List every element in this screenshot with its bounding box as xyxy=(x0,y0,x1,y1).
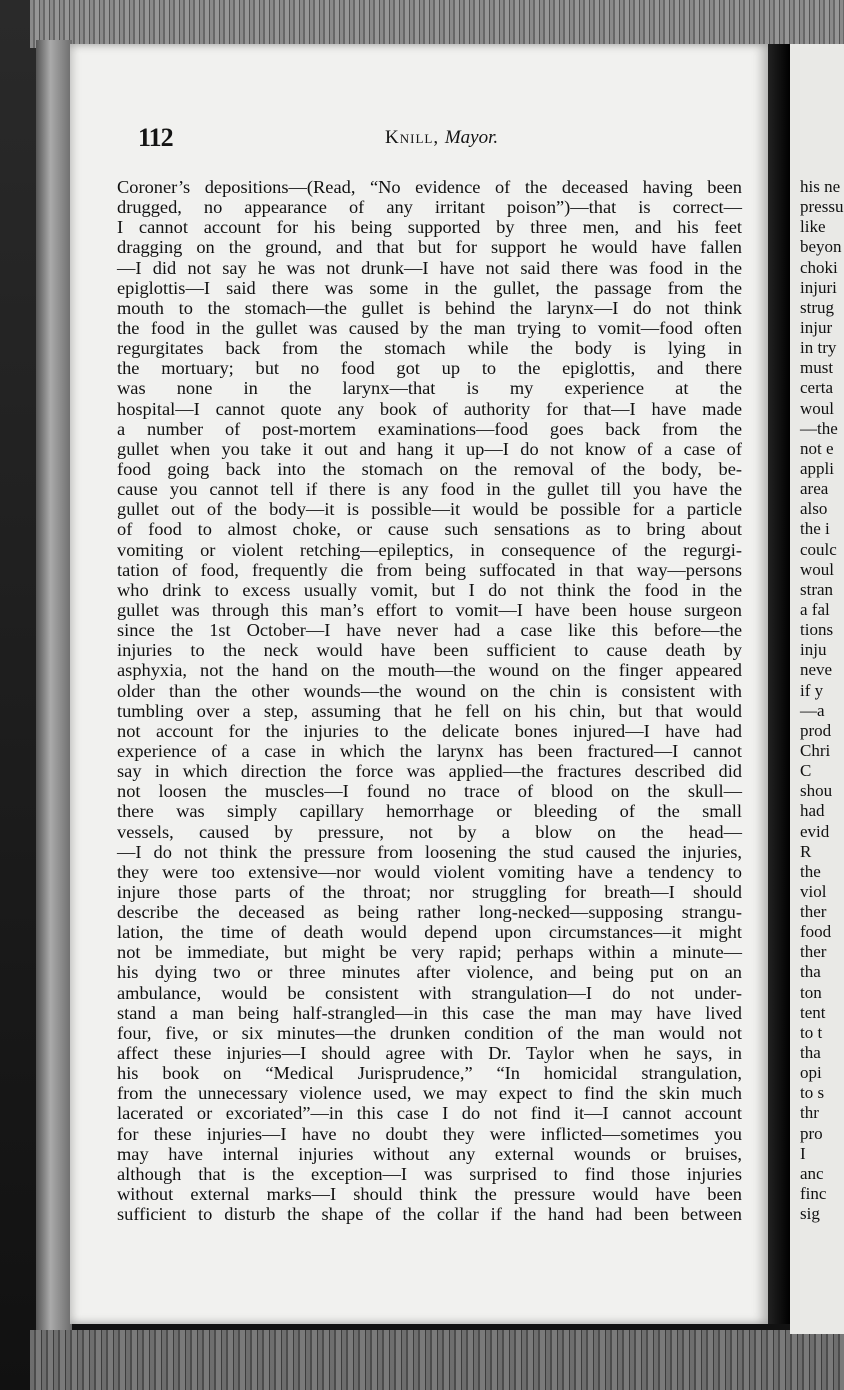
text-line: experience of a case in which the larynx has been fractured—I cannot xyxy=(117,740,742,761)
adjacent-text-fragment: pro xyxy=(800,1123,823,1143)
text-line: four, five, or six minutes—the drunken condition of the man would not xyxy=(117,1022,742,1043)
adjacent-page-text xyxy=(800,177,844,1224)
text-line: regurgitates back from the stomach while the body is lying in xyxy=(117,338,742,359)
text-line: a number of post-mortem examinations—food goes back from the xyxy=(117,418,742,439)
text-line: injuries to the neck would have been sufficient to cause death by xyxy=(117,640,742,661)
text-line: describe the deceased as being rather long-necked—supposing strangu- xyxy=(117,902,742,923)
text-line: not be immediate, but might be very rapid; perhaps within a minute— xyxy=(117,942,742,963)
text-line: was none in the larynx—that is my experience at the xyxy=(117,378,742,399)
adjacent-text-fragment: the i xyxy=(800,519,830,539)
text-line: not account for the injuries to the delicate bones injured—I have had xyxy=(117,720,742,741)
text-line: older than the other wounds—the wound on the chin is consistent with xyxy=(117,680,742,701)
text-line: dragging on the ground, and that but for support he would have fallen xyxy=(117,237,742,258)
text-line: vomiting or violent retching—epileptics, in consequence of the regurgi- xyxy=(117,539,742,560)
adjacent-text-fragment: must xyxy=(800,358,834,378)
text-line: without external marks—I should think the pressure would have been xyxy=(117,1184,742,1205)
text-line: gullet was through this man’s effort to vomit—I have been house surgeon xyxy=(117,599,742,620)
adjacent-text-fragment: evid xyxy=(800,821,830,841)
adjacent-text-fragment: inju xyxy=(800,640,827,660)
adjacent-text-fragment: Chri xyxy=(800,740,831,760)
adjacent-text-fragment: tions xyxy=(800,620,834,640)
adjacent-text-fragment: in try xyxy=(800,338,837,358)
adjacent-text-fragment: woul xyxy=(800,398,834,418)
adjacent-text-fragment: ther xyxy=(800,902,827,922)
text-line: say in which direction the force was applied—the fractures described did xyxy=(117,761,742,782)
adjacent-text-fragment: choki xyxy=(800,257,838,277)
adjacent-text-fragment: —the xyxy=(800,418,838,438)
text-line: hospital—I cannot quote any book of authority for that—I have made xyxy=(117,398,742,419)
text-line: his book on “Medical Jurisprudence,” “In homicidal strangulation, xyxy=(117,1063,742,1084)
text-line: —I did not say he was not drunk—I have not said there was food in the xyxy=(117,257,742,278)
adjacent-text-fragment: ther xyxy=(800,942,827,962)
adjacent-text-fragment: to t xyxy=(800,1022,823,1042)
adjacent-text-fragment: strug xyxy=(800,297,834,317)
text-line: injure those parts of the throat; nor struggling for breath—I should xyxy=(117,881,742,902)
adjacent-text-fragment: like xyxy=(800,217,826,237)
text-line: affect these injuries—I should agree with Dr. Taylor when he says, in xyxy=(117,1043,742,1064)
running-head xyxy=(385,127,498,149)
adjacent-text-fragment: pressu xyxy=(800,197,844,217)
text-line: lacerated or excoriated”—in this case I do not find it—I cannot account xyxy=(117,1103,742,1124)
page-number: 112 xyxy=(138,123,173,152)
adjacent-text-fragment: sig xyxy=(800,1204,820,1224)
text-line: sufficient to disturb the shape of the collar if the hand had been between xyxy=(117,1204,742,1225)
adjacent-text-fragment: prod xyxy=(800,720,832,740)
text-line: tumbling over a step, assuming that he fell on his chin, but that would xyxy=(117,700,742,721)
text-line: asphyxia, not the hand on the mouth—the wound on the finger appeared xyxy=(117,660,742,681)
text-line: may have internal injuries without any external wounds or bruises, xyxy=(117,1143,742,1164)
text-line: stand a man being half-strangled—in this case the man may have lived xyxy=(117,1002,742,1023)
adjacent-text-fragment: to s xyxy=(800,1083,825,1103)
adjacent-text-fragment: injuri xyxy=(800,277,837,297)
adjacent-text-fragment: neve xyxy=(800,660,833,680)
adjacent-text-fragment: his ne xyxy=(800,177,841,196)
adjacent-text-fragment: certa xyxy=(800,378,834,398)
text-line: gullet when you take it out and hang it up—I do not know of a case of xyxy=(117,438,742,459)
adjacent-text-fragment: coulc xyxy=(800,539,837,559)
text-line: food going back into the stomach on the removal of the body, be- xyxy=(117,458,742,479)
text-line: I cannot account for his being supported by three men, and his feet xyxy=(117,217,742,238)
text-line: tation of food, frequently die from being suffocated in that way—persons xyxy=(117,559,742,580)
text-line: there was simply capillary hemorrhage or bleeding of the small xyxy=(117,801,742,822)
adjacent-text-fragment: finc xyxy=(800,1184,827,1204)
adjacent-text-fragment: had xyxy=(800,801,825,821)
adjacent-text-fragment: R xyxy=(800,841,812,861)
adjacent-text-fragment: tha xyxy=(800,962,821,982)
adjacent-text-fragment: the xyxy=(800,861,821,881)
text-line: who drink to excess usually vomit, but I do not think the food in the xyxy=(117,579,742,600)
page-body-text xyxy=(117,177,742,1224)
text-line: they were too extensive—nor would violent vomiting have a tendency to xyxy=(117,861,742,882)
text-line: of food to almost choke, or cause such sensations as to bring about xyxy=(117,519,742,540)
text-line: not loosen the muscles—I found no trace of blood on the skull— xyxy=(117,781,742,802)
adjacent-text-fragment: stran xyxy=(800,579,834,599)
adjacent-text-fragment: not e xyxy=(800,438,834,458)
adjacent-text-fragment: area xyxy=(800,479,829,499)
adjacent-text-fragment: —a xyxy=(800,700,825,720)
text-line: cause you cannot tell if there is any food in the gullet till you have the xyxy=(117,479,742,500)
text-line: vessels, caused by pressure, not by a blow on the head— xyxy=(117,821,742,842)
text-line: although that is the exception—I was surprised to find those injuries xyxy=(117,1163,742,1184)
text-line: mouth to the stomach—the gullet is behind the larynx—I do not think xyxy=(117,297,742,318)
adjacent-text-fragment: appli xyxy=(800,458,834,478)
adjacent-text-fragment: viol xyxy=(800,881,827,901)
scan-bottom-border xyxy=(30,1330,844,1390)
text-line: Coroner’s depositions—(Read, “No evidence of the deceased having been xyxy=(117,177,742,197)
running-head-title: Mayor. xyxy=(444,127,499,148)
text-line: gullet out of the body—it is possible—it would be possible for a particle xyxy=(117,499,742,520)
adjacent-text-fragment: if y xyxy=(800,680,824,700)
text-line: lation, the time of death would depend upon circumstances—it might xyxy=(117,922,742,943)
adjacent-text-fragment: also xyxy=(800,499,828,519)
text-line: —I do not think the pressure from loosening the stud caused the injuries, xyxy=(117,841,742,862)
text-line: ambulance, would be consistent with strangulation—I do not under- xyxy=(117,982,742,1003)
adjacent-text-fragment: tha xyxy=(800,1043,821,1063)
text-line: epiglottis—I said there was some in the gullet, the passage from the xyxy=(117,277,742,298)
adjacent-text-fragment: thr xyxy=(800,1103,819,1123)
text-line: for these injuries—I have no doubt they were inflicted—sometimes you xyxy=(117,1123,742,1144)
text-line: the food in the gullet was caused by the man trying to vomit—food often xyxy=(117,317,742,338)
text-line: from the unnecessary violence used, we may expect to find the skin much xyxy=(117,1083,742,1104)
adjacent-text-fragment: injur xyxy=(800,317,833,337)
adjacent-text-fragment: shou xyxy=(800,781,833,801)
book-spine-edge xyxy=(36,40,72,1330)
adjacent-text-fragment: tent xyxy=(800,1002,826,1022)
adjacent-text-fragment: woul xyxy=(800,559,834,579)
adjacent-text-fragment: food xyxy=(800,922,832,942)
text-line: his dying two or three minutes after violence, and being put on an xyxy=(117,962,742,983)
adjacent-text-fragment: ton xyxy=(800,982,822,1002)
adjacent-text-fragment: C xyxy=(800,761,812,781)
text-line: the mortuary; but no food got up to the epiglottis, and there xyxy=(117,358,742,379)
adjacent-text-fragment: a fal xyxy=(800,599,830,619)
text-line: drugged, no appearance of any irritant poison”)—that is correct— xyxy=(117,197,742,218)
page-gutter xyxy=(768,44,790,1324)
text-line: since the 1st October—I have never had a case like this before—the xyxy=(117,620,742,641)
running-head-name: Knill, xyxy=(385,127,440,148)
adjacent-text-fragment: anc xyxy=(800,1163,824,1183)
adjacent-text-fragment: I xyxy=(800,1143,806,1163)
page-header xyxy=(138,121,748,155)
adjacent-text-fragment: opi xyxy=(800,1063,822,1083)
adjacent-text-fragment: beyon xyxy=(800,237,842,257)
scan-top-border xyxy=(30,0,844,48)
